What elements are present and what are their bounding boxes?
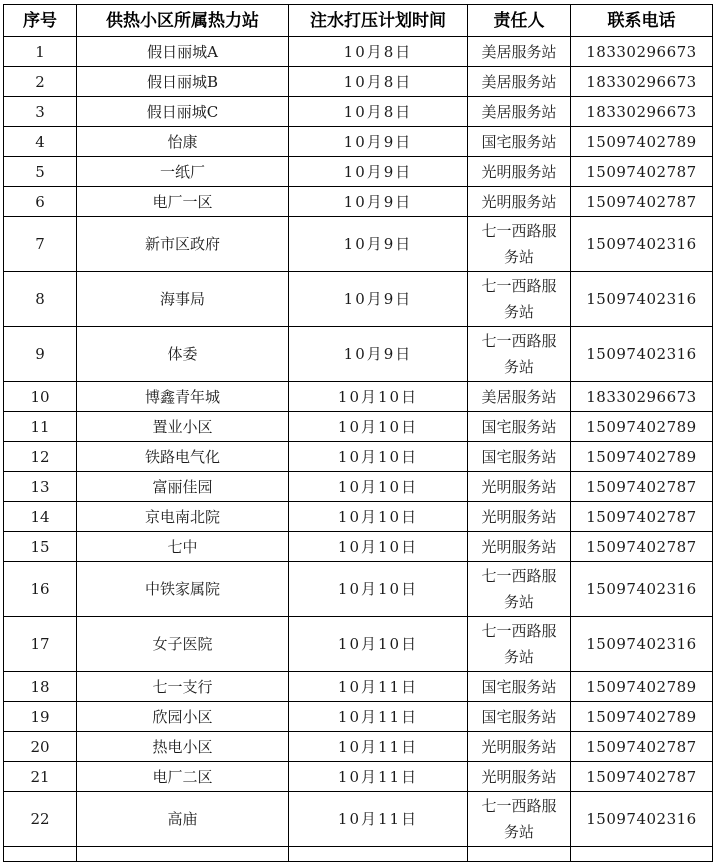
partial-cell: [77, 847, 289, 862]
cell-planned-date: 10月10日: [289, 532, 468, 562]
cell-contact-phone: 15097402316: [571, 792, 713, 847]
cell-responsible-person: 七一西路服务站: [468, 562, 571, 617]
cell-serial-number: 15: [4, 532, 77, 562]
cell-responsible-person: 七一西路服务站: [468, 217, 571, 272]
cell-planned-date: 10月9日: [289, 157, 468, 187]
heating-pressure-test-table: [3, 4, 713, 862]
cell-contact-phone: 15097402316: [571, 272, 713, 327]
cell-serial-number: 12: [4, 442, 77, 472]
cell-responsible-person: 美居服务站: [468, 67, 571, 97]
table-row: [4, 762, 713, 792]
cell-serial-number: 10: [4, 382, 77, 412]
cell-heating-station: 京电南北院: [77, 502, 289, 532]
cell-heating-station: 置业小区: [77, 412, 289, 442]
cell-responsible-person: 美居服务站: [468, 97, 571, 127]
cell-planned-date: 10月8日: [289, 67, 468, 97]
cell-serial-number: 18: [4, 672, 77, 702]
cell-planned-date: 10月9日: [289, 187, 468, 217]
cell-serial-number: 13: [4, 472, 77, 502]
cell-serial-number: 17: [4, 617, 77, 672]
cell-planned-date: 10月10日: [289, 502, 468, 532]
cell-contact-phone: 15097402789: [571, 672, 713, 702]
cell-contact-phone: 15097402787: [571, 732, 713, 762]
cell-contact-phone: 15097402787: [571, 187, 713, 217]
cell-planned-date: 10月10日: [289, 442, 468, 472]
table-row: [4, 502, 713, 532]
cell-contact-phone: 15097402789: [571, 702, 713, 732]
cell-planned-date: 10月8日: [289, 37, 468, 67]
cell-planned-date: 10月9日: [289, 217, 468, 272]
cell-planned-date: 10月11日: [289, 792, 468, 847]
cell-planned-date: 10月10日: [289, 562, 468, 617]
table-row: [4, 217, 713, 272]
cell-serial-number: 9: [4, 327, 77, 382]
partial-cell: [289, 847, 468, 862]
cell-heating-station: 一纸厂: [77, 157, 289, 187]
cell-heating-station: 欣园小区: [77, 702, 289, 732]
cell-planned-date: 10月11日: [289, 762, 468, 792]
cell-planned-date: 10月9日: [289, 327, 468, 382]
cell-serial-number: 20: [4, 732, 77, 762]
table-row: [4, 617, 713, 672]
cell-heating-station: 富丽佳园: [77, 472, 289, 502]
cell-contact-phone: 15097402787: [571, 532, 713, 562]
cell-planned-date: 10月10日: [289, 382, 468, 412]
cell-heating-station: 怡康: [77, 127, 289, 157]
cell-contact-phone: 18330296673: [571, 37, 713, 67]
table-row: [4, 562, 713, 617]
cell-contact-phone: 18330296673: [571, 382, 713, 412]
cell-heating-station: 铁路电气化: [77, 442, 289, 472]
cell-heating-station: 假日丽城C: [77, 97, 289, 127]
cell-planned-date: 10月11日: [289, 732, 468, 762]
partial-cell: [468, 847, 571, 862]
table-row: [4, 272, 713, 327]
cell-responsible-person: 国宅服务站: [468, 672, 571, 702]
cell-contact-phone: 15097402789: [571, 442, 713, 472]
table-row: [4, 412, 713, 442]
table-row: [4, 97, 713, 127]
cell-heating-station: 电厂二区: [77, 762, 289, 792]
header-serial-number: 序号: [4, 5, 77, 37]
header-responsible-person: 责任人: [468, 5, 571, 37]
cell-contact-phone: 15097402787: [571, 762, 713, 792]
table-row: [4, 442, 713, 472]
cell-planned-date: 10月8日: [289, 97, 468, 127]
cell-serial-number: 22: [4, 792, 77, 847]
cell-serial-number: 19: [4, 702, 77, 732]
cell-responsible-person: 七一西路服务站: [468, 792, 571, 847]
table-body: [4, 37, 713, 862]
cell-heating-station: 热电小区: [77, 732, 289, 762]
cell-serial-number: 4: [4, 127, 77, 157]
cell-responsible-person: 七一西路服务站: [468, 272, 571, 327]
cell-contact-phone: 15097402316: [571, 327, 713, 382]
table-row: [4, 532, 713, 562]
table-row: [4, 702, 713, 732]
table-row: [4, 672, 713, 702]
cell-contact-phone: 15097402316: [571, 217, 713, 272]
cell-serial-number: 2: [4, 67, 77, 97]
cell-planned-date: 10月10日: [289, 617, 468, 672]
cell-contact-phone: 15097402787: [571, 502, 713, 532]
cell-heating-station: 海事局: [77, 272, 289, 327]
cell-serial-number: 5: [4, 157, 77, 187]
partial-row: [4, 847, 713, 862]
cell-serial-number: 8: [4, 272, 77, 327]
cell-contact-phone: 15097402316: [571, 562, 713, 617]
cell-contact-phone: 15097402316: [571, 617, 713, 672]
cell-responsible-person: 光明服务站: [468, 532, 571, 562]
cell-responsible-person: 光明服务站: [468, 157, 571, 187]
cell-planned-date: 10月10日: [289, 472, 468, 502]
cell-planned-date: 10月11日: [289, 702, 468, 732]
table-row: [4, 67, 713, 97]
cell-planned-date: 10月9日: [289, 272, 468, 327]
cell-serial-number: 14: [4, 502, 77, 532]
cell-contact-phone: 15097402787: [571, 157, 713, 187]
cell-responsible-person: 光明服务站: [468, 472, 571, 502]
cell-planned-date: 10月11日: [289, 672, 468, 702]
cell-serial-number: 16: [4, 562, 77, 617]
cell-serial-number: 6: [4, 187, 77, 217]
cell-contact-phone: 18330296673: [571, 67, 713, 97]
cell-contact-phone: 18330296673: [571, 97, 713, 127]
cell-serial-number: 3: [4, 97, 77, 127]
cell-serial-number: 21: [4, 762, 77, 792]
table-row: [4, 327, 713, 382]
table-header: [4, 5, 713, 37]
table-row: [4, 792, 713, 847]
table-row: [4, 157, 713, 187]
cell-heating-station: 女子医院: [77, 617, 289, 672]
cell-responsible-person: 国宅服务站: [468, 127, 571, 157]
cell-heating-station: 七中: [77, 532, 289, 562]
cell-heating-station: 假日丽城A: [77, 37, 289, 67]
cell-contact-phone: 15097402789: [571, 127, 713, 157]
table-row: [4, 382, 713, 412]
cell-heating-station: 七一支行: [77, 672, 289, 702]
table-row: [4, 127, 713, 157]
cell-responsible-person: 国宅服务站: [468, 412, 571, 442]
cell-heating-station: 新市区政府: [77, 217, 289, 272]
cell-planned-date: 10月10日: [289, 412, 468, 442]
cell-heating-station: 高庙: [77, 792, 289, 847]
table-row: [4, 37, 713, 67]
cell-heating-station: 中铁家属院: [77, 562, 289, 617]
cell-heating-station: 电厂一区: [77, 187, 289, 217]
cell-contact-phone: 15097402787: [571, 472, 713, 502]
header-heating-station: 供热小区所属热力站: [77, 5, 289, 37]
cell-responsible-person: 七一西路服务站: [468, 617, 571, 672]
cell-serial-number: 11: [4, 412, 77, 442]
cell-heating-station: 假日丽城B: [77, 67, 289, 97]
cell-heating-station: 博鑫青年城: [77, 382, 289, 412]
partial-cell: [571, 847, 713, 862]
partial-cell: [4, 847, 77, 862]
cell-serial-number: 1: [4, 37, 77, 67]
cell-responsible-person: 国宅服务站: [468, 442, 571, 472]
cell-responsible-person: 美居服务站: [468, 382, 571, 412]
cell-responsible-person: 美居服务站: [468, 37, 571, 67]
cell-responsible-person: 光明服务站: [468, 502, 571, 532]
header-contact-phone: 联系电话: [571, 5, 713, 37]
table-row: [4, 472, 713, 502]
cell-responsible-person: 光明服务站: [468, 187, 571, 217]
header-planned-date: 注水打压计划时间: [289, 5, 468, 37]
table-row: [4, 187, 713, 217]
cell-heating-station: 体委: [77, 327, 289, 382]
table-row: [4, 732, 713, 762]
header-row: [4, 5, 713, 37]
cell-contact-phone: 15097402789: [571, 412, 713, 442]
cell-responsible-person: 国宅服务站: [468, 702, 571, 732]
cell-serial-number: 7: [4, 217, 77, 272]
cell-responsible-person: 七一西路服务站: [468, 327, 571, 382]
cell-responsible-person: 光明服务站: [468, 732, 571, 762]
cell-responsible-person: 光明服务站: [468, 762, 571, 792]
cell-planned-date: 10月9日: [289, 127, 468, 157]
